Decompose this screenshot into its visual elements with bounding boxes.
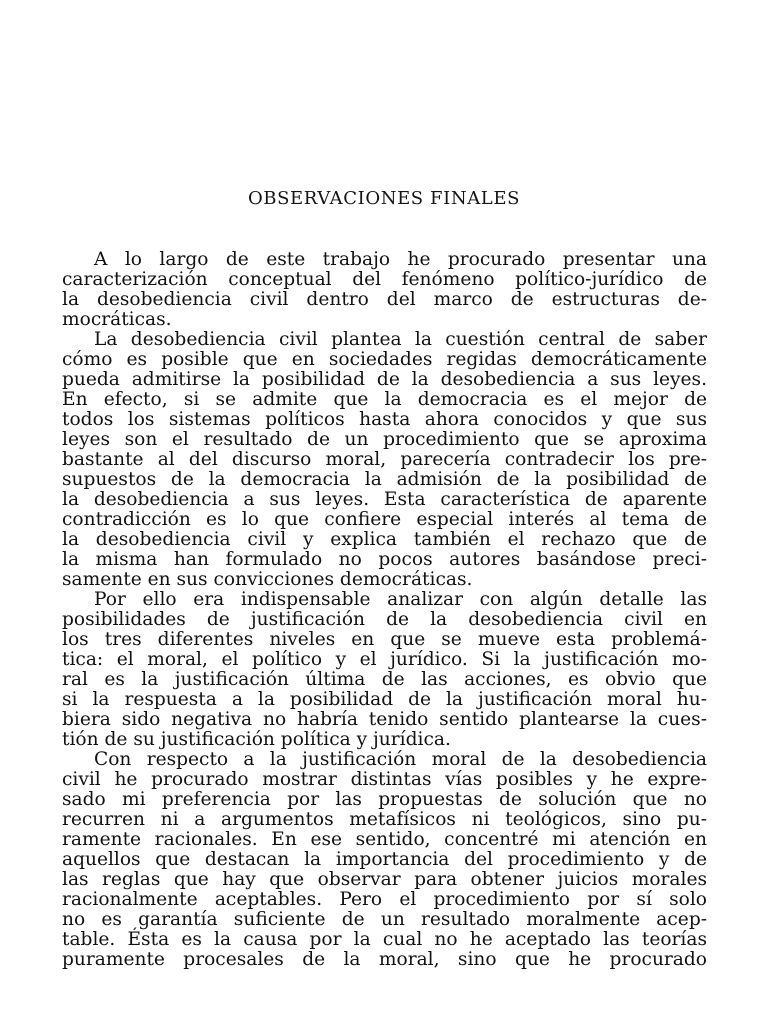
text-line: la desobediencia civil y explica también el rechazo que de xyxy=(62,529,707,550)
text-line: recurren ni a argumentos metafísicos ni teológicos, sino pu- xyxy=(62,809,707,830)
text-line: si la respuesta a la posibilidad de la justificación moral hu- xyxy=(62,689,707,710)
paragraph xyxy=(62,590,707,750)
text-line: Por ello era indispensable analizar con algún detalle las xyxy=(94,589,707,610)
text-line: racionalmente aceptables. Pero el procedimiento por sí solo xyxy=(62,889,707,910)
paragraph xyxy=(62,330,707,590)
text-line: biera sido negativa no habría tenido sentido plantearse la cues- xyxy=(62,709,707,730)
text-line: puramente procesales de la moral, sino que he procurado xyxy=(62,949,707,970)
text-line: pueda admitirse la posibilidad de la desobediencia a sus leyes. xyxy=(62,369,707,390)
text-line: caracterización conceptual del fenómeno político-jurídico de xyxy=(62,269,707,290)
text-line: aquellos que destacan la importancia del procedimiento y de xyxy=(62,849,707,870)
text-line: tica: el moral, el político y el jurídico. Si la justificación mo- xyxy=(62,649,707,670)
paragraph xyxy=(62,250,707,330)
text-line: civil he procurado mostrar distintas vías posibles y he expre- xyxy=(62,769,707,790)
text-line: ramente racionales. En ese sentido, concentré mi atención en xyxy=(62,829,707,850)
text-line: tión de su justificación política y jurídica. xyxy=(62,729,451,750)
text-line: leyes son el resultado de un procedimiento que se aproxima xyxy=(62,429,707,450)
text-line: la misma han formulado no pocos autores basándose preci- xyxy=(62,549,707,570)
text-line: no es garantía suficiente de un resultado moralmente acep- xyxy=(62,909,707,930)
text-line: ral es la justificación última de las acciones, es obvio que xyxy=(62,669,707,690)
body-text xyxy=(62,250,707,970)
text-line: En efecto, si se admite que la democracia es el mejor de xyxy=(62,389,707,410)
text-line: cómo es posible que en sociedades regidas democráticamente xyxy=(62,349,707,370)
text-line: la desobediencia a sus leyes. Esta característica de aparente xyxy=(62,489,707,510)
page-title: OBSERVACIONES FINALES xyxy=(247,188,521,209)
text-line: sado mi preferencia por las propuestas de solución que no xyxy=(62,789,707,810)
text-line: los tres diferentes niveles en que se mueve esta problemá- xyxy=(62,629,707,650)
text-line: las reglas que hay que observar para obtener juicios morales xyxy=(62,869,707,890)
text-line: Con respecto a la justificación moral de la desobediencia xyxy=(94,749,707,770)
text-line: supuestos de la democracia la admisión de la posibilidad de xyxy=(62,469,707,490)
text-line: contradicción es lo que confiere especial interés al tema de xyxy=(62,509,707,530)
paragraph xyxy=(62,750,707,970)
text-line: table. Ésta es la causa por la cual no he aceptado las teorías xyxy=(62,929,707,950)
text-line: bastante al del discurso moral, parecería contradecir los pre- xyxy=(62,449,707,470)
text-line: A lo largo de este trabajo he procurado presentar una xyxy=(94,249,707,270)
text-line: todos los sistemas políticos hasta ahora conocidos y que sus xyxy=(62,409,707,430)
text-line: mocráticas. xyxy=(62,309,172,330)
text-line: la desobediencia civil dentro del marco de estructuras de- xyxy=(62,289,707,310)
text-line: posibilidades de justificación de la desobediencia civil en xyxy=(62,609,707,630)
text-line: La desobediencia civil plantea la cuestión central de saber xyxy=(94,329,707,350)
text-line: samente en sus convicciones democráticas. xyxy=(62,569,473,590)
